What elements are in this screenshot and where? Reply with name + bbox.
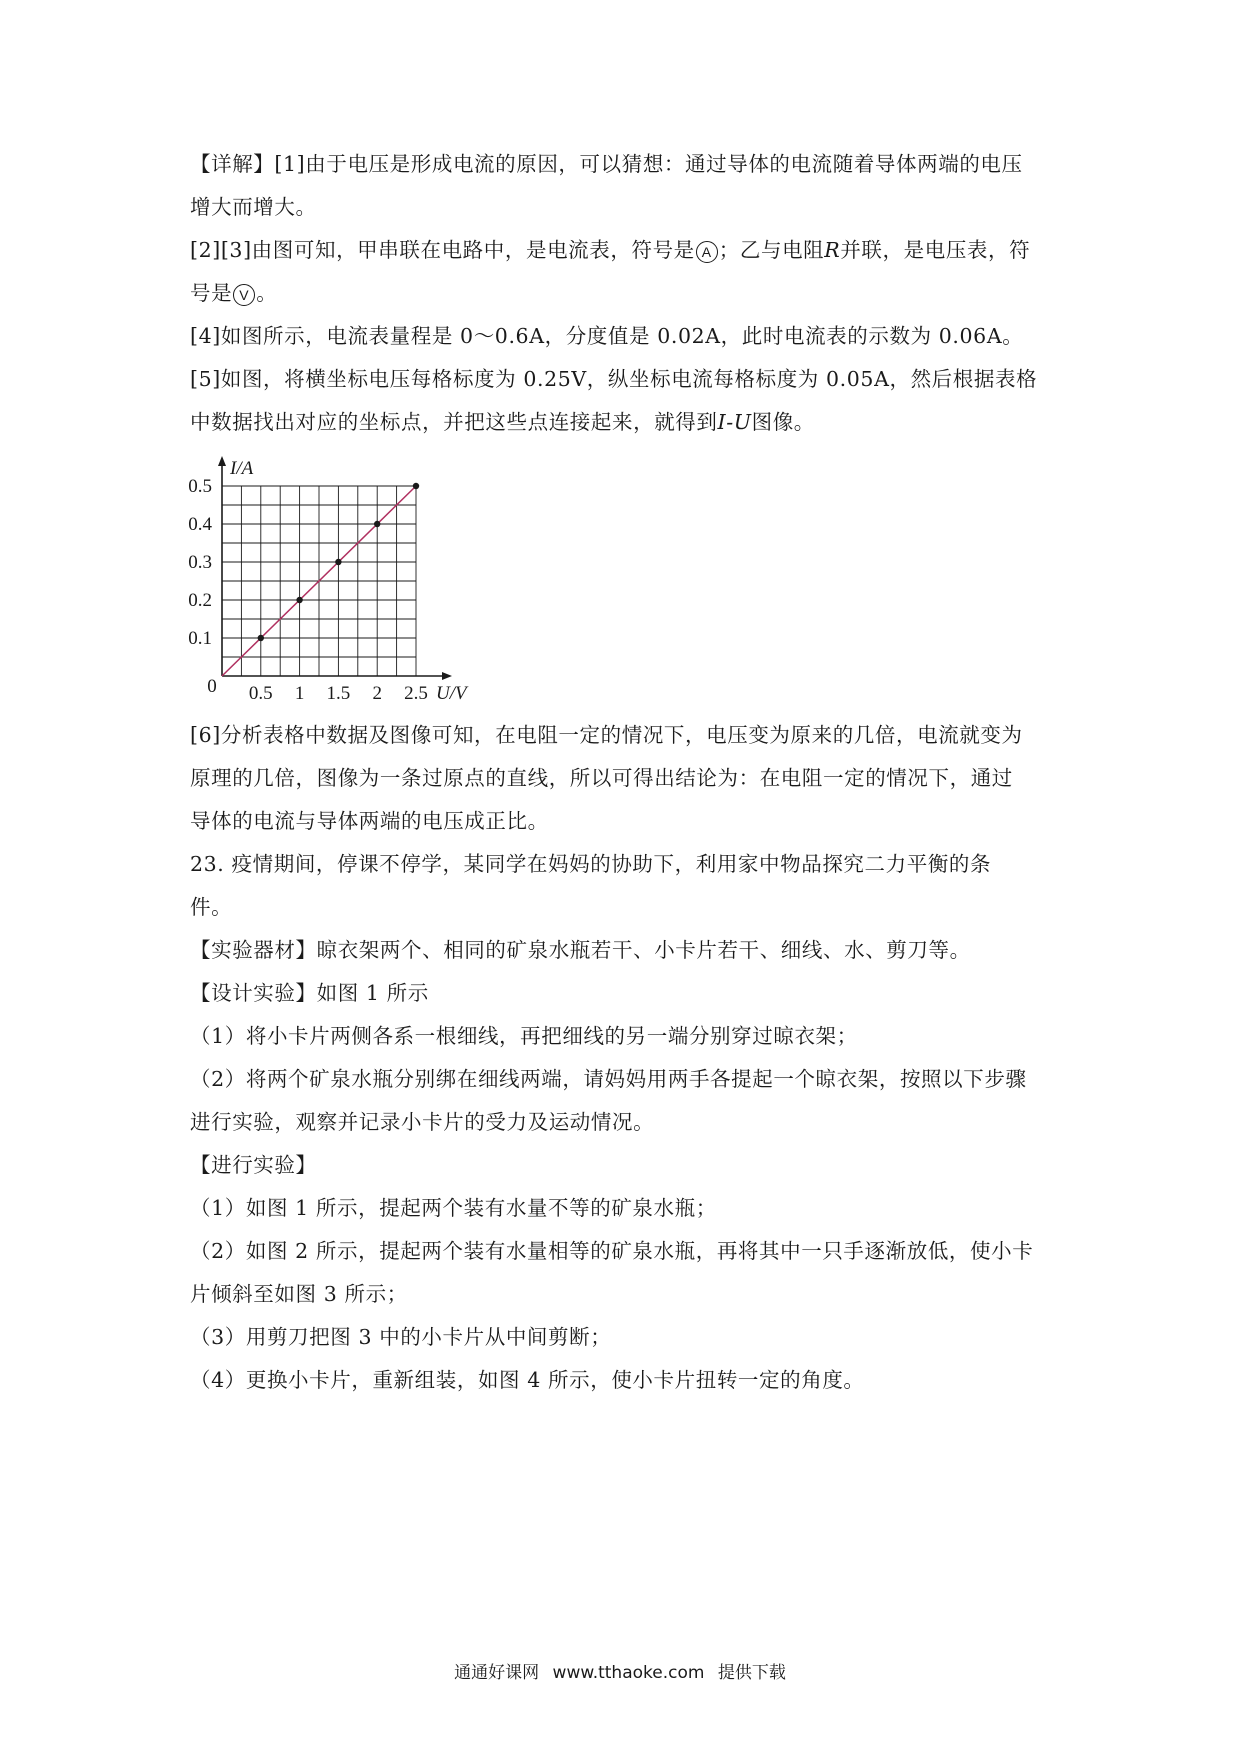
chart-series [222,483,419,676]
q23-design-step-2-line2: 进行实验，观察并记录小卡片的受力及运动情况。 [190,1110,655,1134]
y-tick-label: 0.2 [188,590,212,611]
q23-design-step-2-line1: （2）将两个矿泉水瓶分别绑在细线两端，请妈妈用两手各提起一个晾衣架，按照以下步骤 [190,1067,1027,1091]
q23-conduct-step-2-line1: （2）如图 2 所示，提起两个装有水量相等的矿泉水瓶，再将其中一只手逐渐放低，使小卡 [190,1239,1034,1263]
x-axis-arrow-icon [442,672,452,680]
q23-conduct-step-2-line2: 片倾斜至如图 3 所示； [190,1282,408,1306]
detail-paragraph-2 [190,229,1070,315]
y-tick-label: 0.5 [188,476,212,497]
detail-p1-line2: 增大而增大。 [190,195,317,219]
q23-materials-text: 【实验器材】晾衣架两个、相同的矿泉水瓶若干、小卡片若干、细线、水、剪刀等。 [190,938,971,962]
q23-conduct-step-2 [190,1230,1070,1316]
ammeter-symbol-icon: A [696,241,718,263]
q23-line2: 件。 [190,895,233,919]
q23-conduct-step-3 [190,1316,1070,1359]
y-tick-label: 0.4 [188,514,212,535]
detail-p4-text-b: 图像。 [751,410,815,434]
iu-chart [180,440,500,706]
origin-label: 0 [207,676,217,697]
q23-conduct-step-4-text: （4）更换小卡片，重新组装，如图 4 所示，使小卡片扭转一定的角度。 [190,1368,865,1392]
detail-p3-line: [4]如图所示，电流表量程是 0～0.6A，分度值是 0.02A，此时电流表的示数为 0.06A。 [190,324,1024,348]
x-tick-label: 1 [294,683,305,704]
q23-materials [190,929,1070,972]
footer-download-text: 提供下载 [717,1663,786,1683]
q23-design-step-2 [190,1058,1070,1144]
data-point [335,559,341,565]
detail-p6-line3: 导体的电流与导体两端的电压成正比。 [190,809,549,833]
resistor-letter: R [824,238,841,262]
detail-p4-line1: [5]如图，将横坐标电压每格标度为 0.25V，纵坐标电流每格标度为 0.05A，然后根据表格 [190,367,1038,391]
footer-url-link[interactable]: www.tthaoke.com [552,1663,705,1683]
x-tick-label: 2.5 [404,683,428,704]
q23-conduct-title-text: 【进行实验】 [190,1153,317,1177]
detail-p2-text-b: ；乙与电阻 [718,238,825,262]
detail-p6-line2: 原理的几倍，图像为一条过原点的直线，所以可得出结论为：在电阻一定的情况下，通过 [190,766,1013,790]
data-point [296,597,302,603]
detail-paragraph-1 [190,143,1070,229]
footer-site-name: 通通好课网 [454,1663,540,1683]
data-point [374,521,380,527]
x-tick-label: 0.5 [248,683,273,704]
detail-p4-text-a: 中数据找出对应的坐标点，并把这些点连接起来，就得到 [190,410,718,434]
detail-paragraph-4 [190,358,1070,444]
data-point [413,483,419,489]
q23-design-step-1-text: （1）将小卡片两侧各系一根细线，再把细线的另一端分别穿过晾衣架； [190,1024,858,1048]
detail-p2-text-c: 并联，是电压表，符 [840,238,1031,262]
iu-label: I-U [717,410,752,434]
voltmeter-symbol-icon: V [233,284,255,306]
detail-p2-text-e: 。 [256,281,278,305]
detail-p6-line1: [6]分析表格中数据及图像可知，在电阻一定的情况下，电压变为原来的几倍，电流就变为 [190,723,1023,747]
detail-paragraph-3 [190,315,1070,358]
q23-design-title-text: 【设计实验】如图 1 所示 [190,981,429,1005]
detail-p1-line1: 【详解】[1]由于电压是形成电流的原因，可以猜想：通过导体的电流随着导体两端的电压 [190,152,1023,176]
y-tick-label: 0.3 [188,552,212,573]
page-footer [0,1658,1240,1683]
q23-conduct-step-4 [190,1359,1070,1402]
y-axis-arrow-icon [218,456,226,466]
q23-design-title [190,972,1070,1015]
x-tick-label: 1.5 [326,683,351,704]
detail-p2-text-d: 号是 [190,281,233,305]
x-tick-label: 2 [372,683,382,704]
detail-p2-text-a: [2][3]由图可知，甲串联在电路中，是电流表，符号是 [190,238,695,262]
q23-conduct-title [190,1144,1070,1187]
detail-paragraph-6 [190,714,1070,843]
y-tick-label: 0.1 [188,628,212,649]
q23-line1: 23. 疫情期间，停课不停学，某同学在妈妈的协助下，利用家中物品探究二力平衡的条 [190,852,992,876]
q23-conduct-step-1 [190,1187,1070,1230]
x-axis-label: U/V [436,683,467,704]
y-axis-label: I/A [230,458,254,479]
q23-conduct-step-3-text: （3）用剪刀把图 3 中的小卡片从中间剪断； [190,1325,612,1349]
question-23-stem [190,843,1070,929]
q23-design-step-1 [190,1015,1070,1058]
q23-conduct-step-1-text: （1）如图 1 所示，提起两个装有水量不等的矿泉水瓶； [190,1196,717,1220]
data-point [258,635,264,641]
